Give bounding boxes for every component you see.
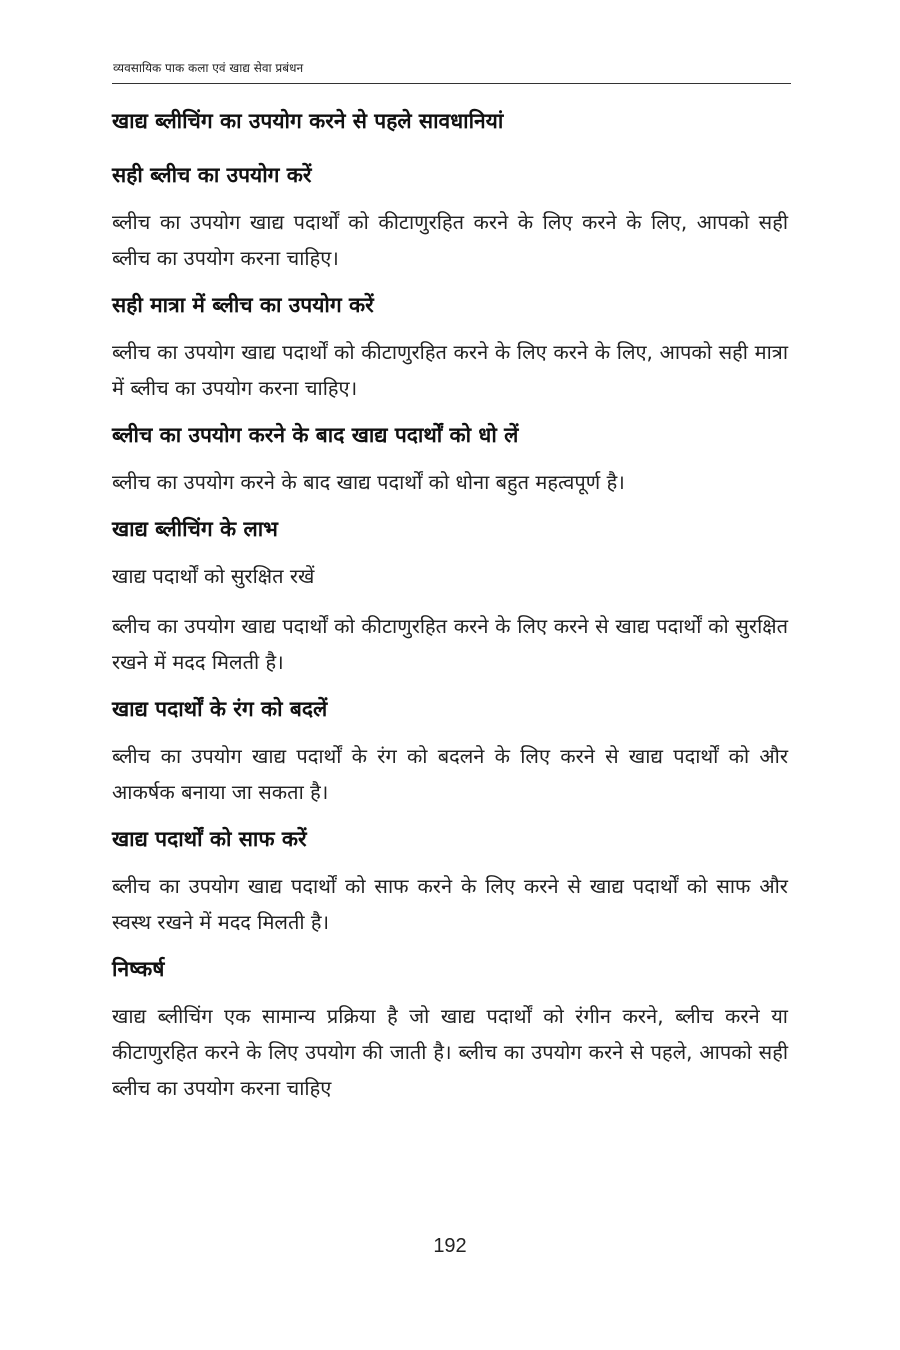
section-heading-precautions: खाद्य ब्लीचिंग का उपयोग करने से पहले सावधानियां — [112, 109, 504, 133]
paragraph-clean: ब्लीच का उपयोग खाद्य पदार्थों को साफ करने के लिए करने से खाद्य पदार्थों को साफ और स्वस्थ रखने में मदद मिलती है। — [112, 874, 788, 934]
subheading-correct-bleach: सही ब्लीच का उपयोग करें — [112, 163, 312, 187]
section-heading-benefits: खाद्य ब्लीचिंग के लाभ — [112, 517, 278, 541]
paragraph-change-color: ब्लीच का उपयोग खाद्य पदार्थों के रंग को बदलने के लिए करने से खाद्य पदार्थों को और आकर्षक बनाया जा सकता है। — [112, 744, 788, 804]
paragraph-conclusion: खाद्य ब्लीचिंग एक सामान्य प्रक्रिया है जो खाद्य पदार्थों को रंगीन करने, ब्लीच करने या कीटाणुरहित करने के लिए उपयोग की जाती है। ब्लीच का उपयोग करने से पहले, आपको सही ब्लीच का उपयोग करना चाहिए — [112, 1004, 788, 1100]
paragraph-correct-quantity: ब्लीच का उपयोग खाद्य पदार्थों को कीटाणुरहित करने के लिए करने के लिए, आपको सही मात्रा में ब्लीच का उपयोग करना चाहिए। — [112, 340, 788, 400]
running-header: व्यवसायिक पाक कला एवं खाद्य सेवा प्रबंधन — [113, 61, 304, 75]
subheading-clean: खाद्य पदार्थों को साफ करें — [112, 827, 307, 851]
header-rule — [112, 83, 791, 84]
subheading-correct-quantity: सही मात्रा में ब्लीच का उपयोग करें — [112, 293, 374, 317]
paragraph-wash-after: ब्लीच का उपयोग करने के बाद खाद्य पदार्थों को धोना बहुत महत्वपूर्ण है। — [112, 470, 625, 494]
paragraph-keep-safe: ब्लीच का उपयोग खाद्य पदार्थों को कीटाणुरहित करने के लिए करने से खाद्य पदार्थों को सुरक्षित रखने में मदद मिलती है। — [112, 614, 788, 674]
subheading-change-color: खाद्य पदार्थों के रंग को बदलें — [112, 697, 328, 721]
section-heading-conclusion: निष्कर्ष — [112, 957, 165, 981]
page-body — [112, 106, 788, 1106]
paragraph-correct-bleach: ब्लीच का उपयोग खाद्य पदार्थों को कीटाणुरहित करने के लिए करने के लिए, आपको सही ब्लीच का उपयोग करना चाहिए। — [112, 210, 788, 270]
page-number: 192 — [433, 1235, 467, 1257]
paragraph-keep-safe-title: खाद्य पदार्थों को सुरक्षित रखें — [112, 564, 315, 588]
subheading-wash-after: ब्लीच का उपयोग करने के बाद खाद्य पदार्थों को धो लें — [112, 423, 519, 447]
